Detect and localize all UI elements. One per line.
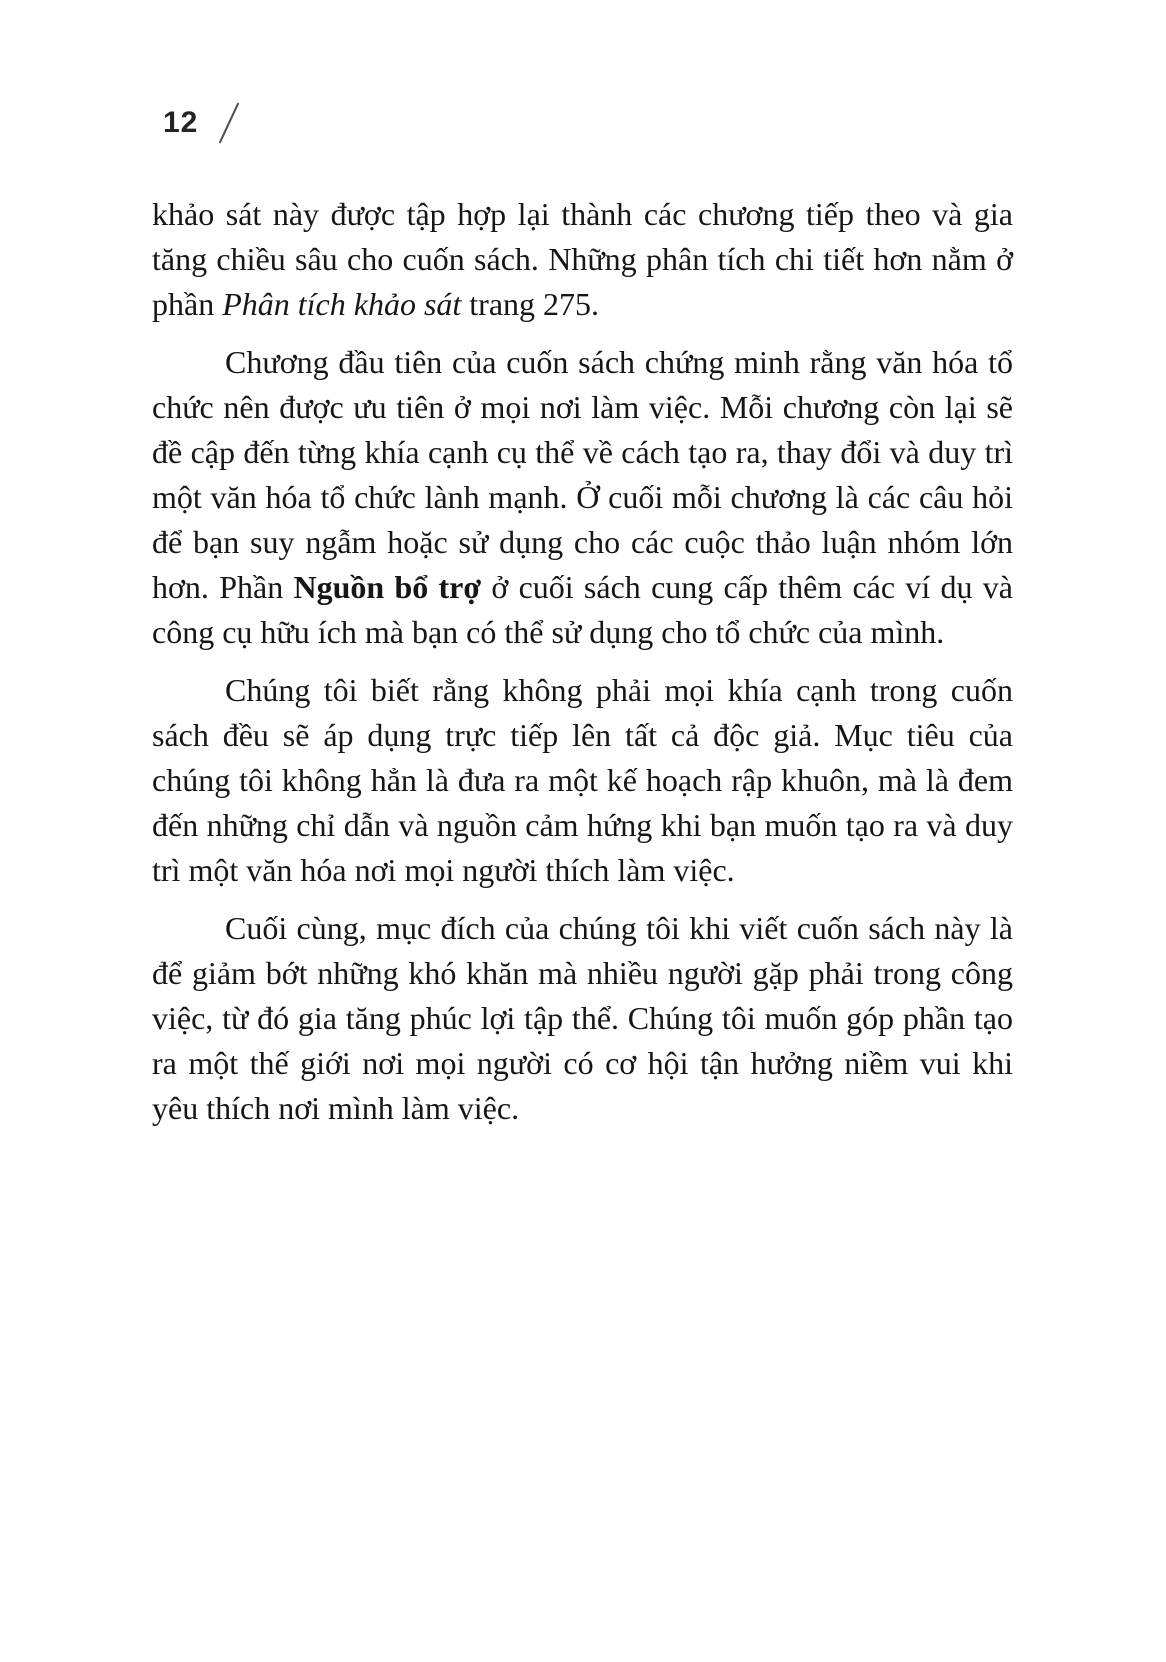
- bold-section-name: Nguồn bổ trợ: [293, 569, 482, 605]
- text-run: khảo sát này được tập hợp lại thành các chương tiếp theo và gia tăng chiều sâu cho cuốn sách. Những phân tích chi tiết hơn nằm ở phần: [152, 196, 1013, 322]
- text-run: ở cuối sách cung cấp thêm các ví dụ và công cụ hữu ích mà bạn có thể sử dụng cho tổ chức của mình.: [152, 569, 1013, 650]
- italic-section-reference: Phân tích khảo sát: [222, 286, 462, 322]
- paragraph: [152, 340, 1013, 655]
- page-number: 12: [163, 106, 199, 139]
- slash-divider-icon: [219, 103, 239, 144]
- text-run: Chúng tôi biết rằng không phải mọi khía cạnh trong cuốn sách đều sẽ áp dụng trực tiếp lên tất cả độc giả. Mục tiêu của chúng tôi không hẳn là đưa ra một kế hoạch rập khuôn, mà là đem đến những chỉ dẫn và nguồn cảm hứng khi bạn muốn tạo ra và duy trì một văn hóa nơi mọi người thích làm việc.: [152, 672, 1013, 888]
- page-header: [163, 106, 230, 145]
- paragraph: [152, 906, 1013, 1131]
- body-text: [152, 192, 1013, 1131]
- text-run: trang 275.: [461, 286, 600, 322]
- paragraph: [152, 668, 1013, 893]
- text-run: Cuối cùng, mục đích của chúng tôi khi viết cuốn sách này là để giảm bớt những khó khăn mà nhiều người gặp phải trong công việc, từ đó gia tăng phúc lợi tập thể. Chúng tôi muốn góp phần tạo ra một thế giới nơi mọi người có cơ hội tận hưởng niềm vui khi yêu thích nơi mình làm việc.: [152, 910, 1013, 1126]
- text-run: Chương đầu tiên của cuốn sách chứng minh rằng văn hóa tổ chức nên được ưu tiên ở mọi nơi làm việc. Mỗi chương còn lại sẽ đề cập đến từng khía cạnh cụ thể về cách tạo ra, thay đổi và duy trì một văn hóa tổ chức lành mạnh. Ở cuối mỗi chương là các câu hỏi để bạn suy ngẫm hoặc sử dụng cho các cuộc thảo luận nhóm lớn hơn. Phần: [152, 344, 1013, 605]
- paragraph: [152, 192, 1013, 327]
